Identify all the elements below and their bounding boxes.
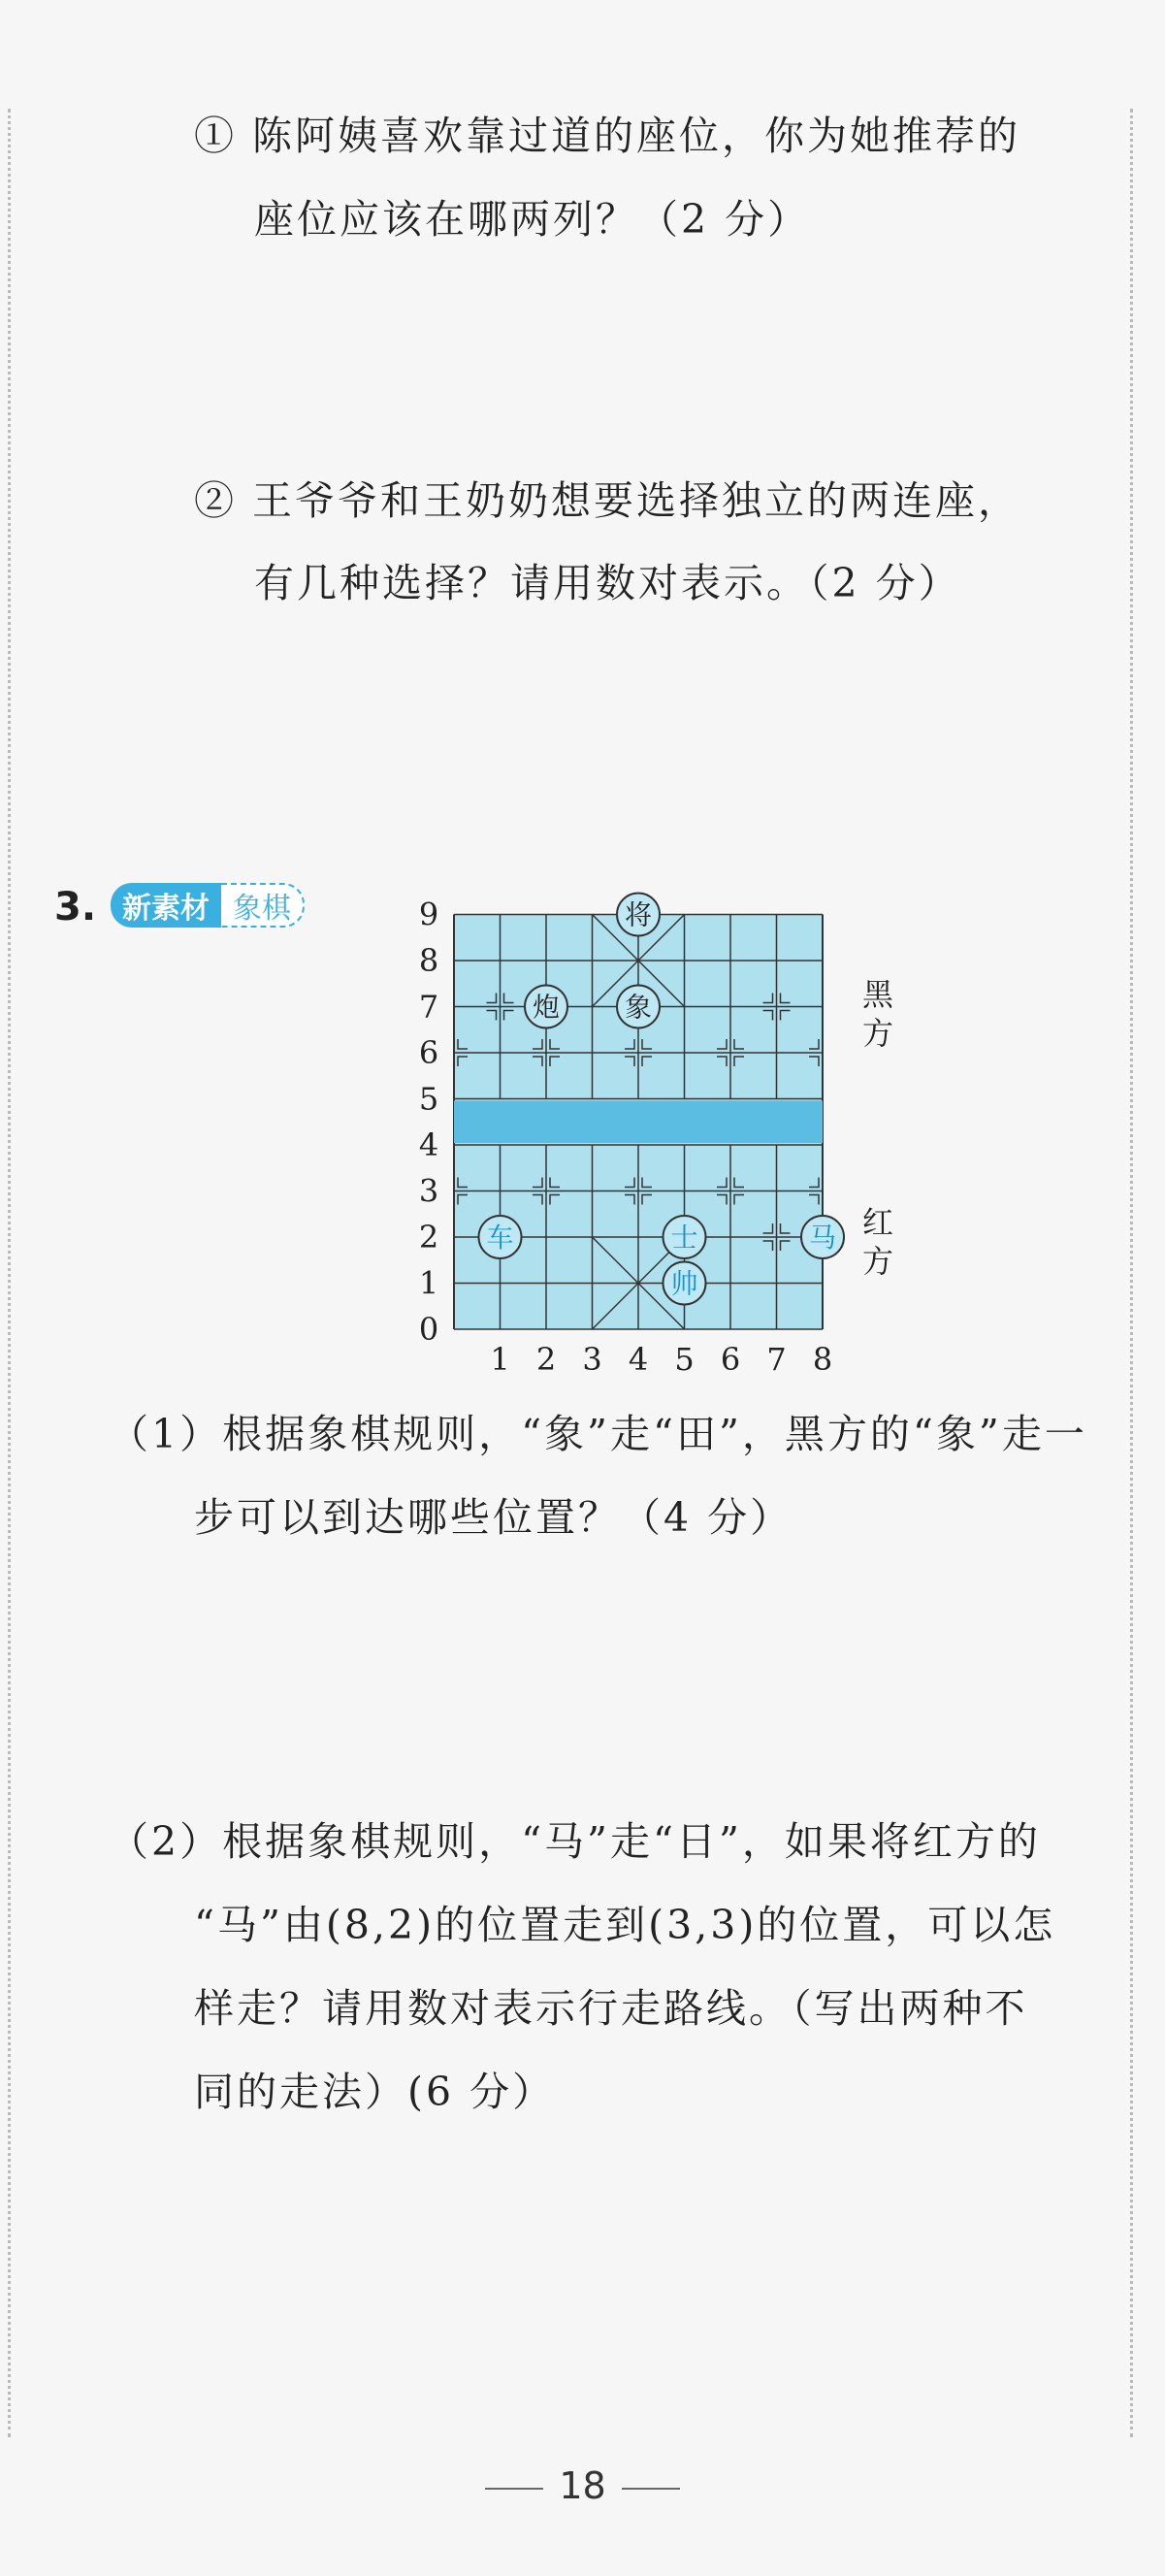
- q2-sub1-line1: ① 陈阿姨喜欢靠过道的座位，你为她推荐的: [194, 113, 1021, 159]
- chess-piece-label: 士: [670, 1222, 698, 1254]
- page-dash-left: [485, 2488, 543, 2490]
- x-axis-label: 3: [582, 1341, 602, 1378]
- y-axis-label: 1: [418, 1264, 439, 1302]
- left-margin-dots: [8, 109, 11, 2437]
- red-side-label: 红方: [861, 1204, 893, 1280]
- x-axis-label: 4: [628, 1341, 649, 1378]
- page-number: [0, 2464, 1165, 2507]
- page-dash-right: [622, 2488, 680, 2490]
- chess-piece-label: 帅: [670, 1267, 698, 1300]
- y-axis-label: 9: [418, 896, 439, 933]
- y-axis-label: 3: [418, 1172, 439, 1210]
- chess-piece-label: 象: [624, 991, 653, 1024]
- chess-piece-label: 炮: [532, 991, 561, 1024]
- question-number: 3.: [54, 885, 97, 929]
- x-axis-label: 5: [674, 1341, 695, 1378]
- q3-part2-line3: 样走？请用数对表示行走路线。（写出两种不: [194, 1985, 1028, 2032]
- chess-board: [388, 883, 873, 1387]
- topic-label: 象棋: [221, 883, 305, 928]
- q2-sub2-line2: 有几种选择？请用数对表示。（2 分）: [254, 560, 961, 606]
- y-axis-label: 2: [418, 1219, 439, 1255]
- new-material-label: 新素材: [111, 883, 221, 928]
- chess-piece-label: 车: [486, 1222, 514, 1254]
- q2-sub1-line2: 座位应该在哪两列？（2 分）: [254, 196, 811, 243]
- right-margin-dots: [1130, 109, 1133, 2437]
- q3-part2-line4: 同的走法）(6 分）: [194, 2069, 556, 2115]
- chess-piece-label: 马: [808, 1222, 837, 1254]
- x-axis-label: 2: [535, 1341, 557, 1378]
- x-axis-label: 6: [720, 1341, 741, 1378]
- river: [454, 1101, 823, 1144]
- x-axis-label: 1: [490, 1341, 510, 1378]
- y-axis-label: 6: [418, 1034, 439, 1071]
- q3-part1-line1: （1）根据象棋规则，“象”走“田”，黑方的“象”走一: [109, 1411, 1087, 1457]
- chess-piece-label: 将: [624, 898, 653, 931]
- x-axis-label: 8: [812, 1341, 833, 1378]
- q3-part2-line2: “马”由(8,2)的位置走到(3,3)的位置，可以怎: [194, 1902, 1056, 1948]
- y-axis-label: 0: [418, 1311, 439, 1348]
- q3-part2-line1: （2）根据象棋规则，“马”走“日”，如果将红方的: [109, 1818, 1041, 1865]
- y-axis-label: 8: [418, 942, 439, 979]
- topic-tag: [111, 883, 305, 928]
- y-axis-label: 7: [418, 988, 439, 1026]
- q3-part1-line2: 步可以到达哪些位置？（4 分）: [194, 1494, 793, 1541]
- y-axis-label: 5: [418, 1080, 439, 1118]
- black-side-label: 黑方: [861, 976, 893, 1052]
- y-axis-label: 4: [418, 1126, 439, 1163]
- page-number-text: 18: [559, 2464, 606, 2507]
- x-axis-label: 7: [766, 1341, 787, 1378]
- q2-sub2-line1: ② 王爷爷和王奶奶想要选择独立的两连座，: [194, 477, 1021, 524]
